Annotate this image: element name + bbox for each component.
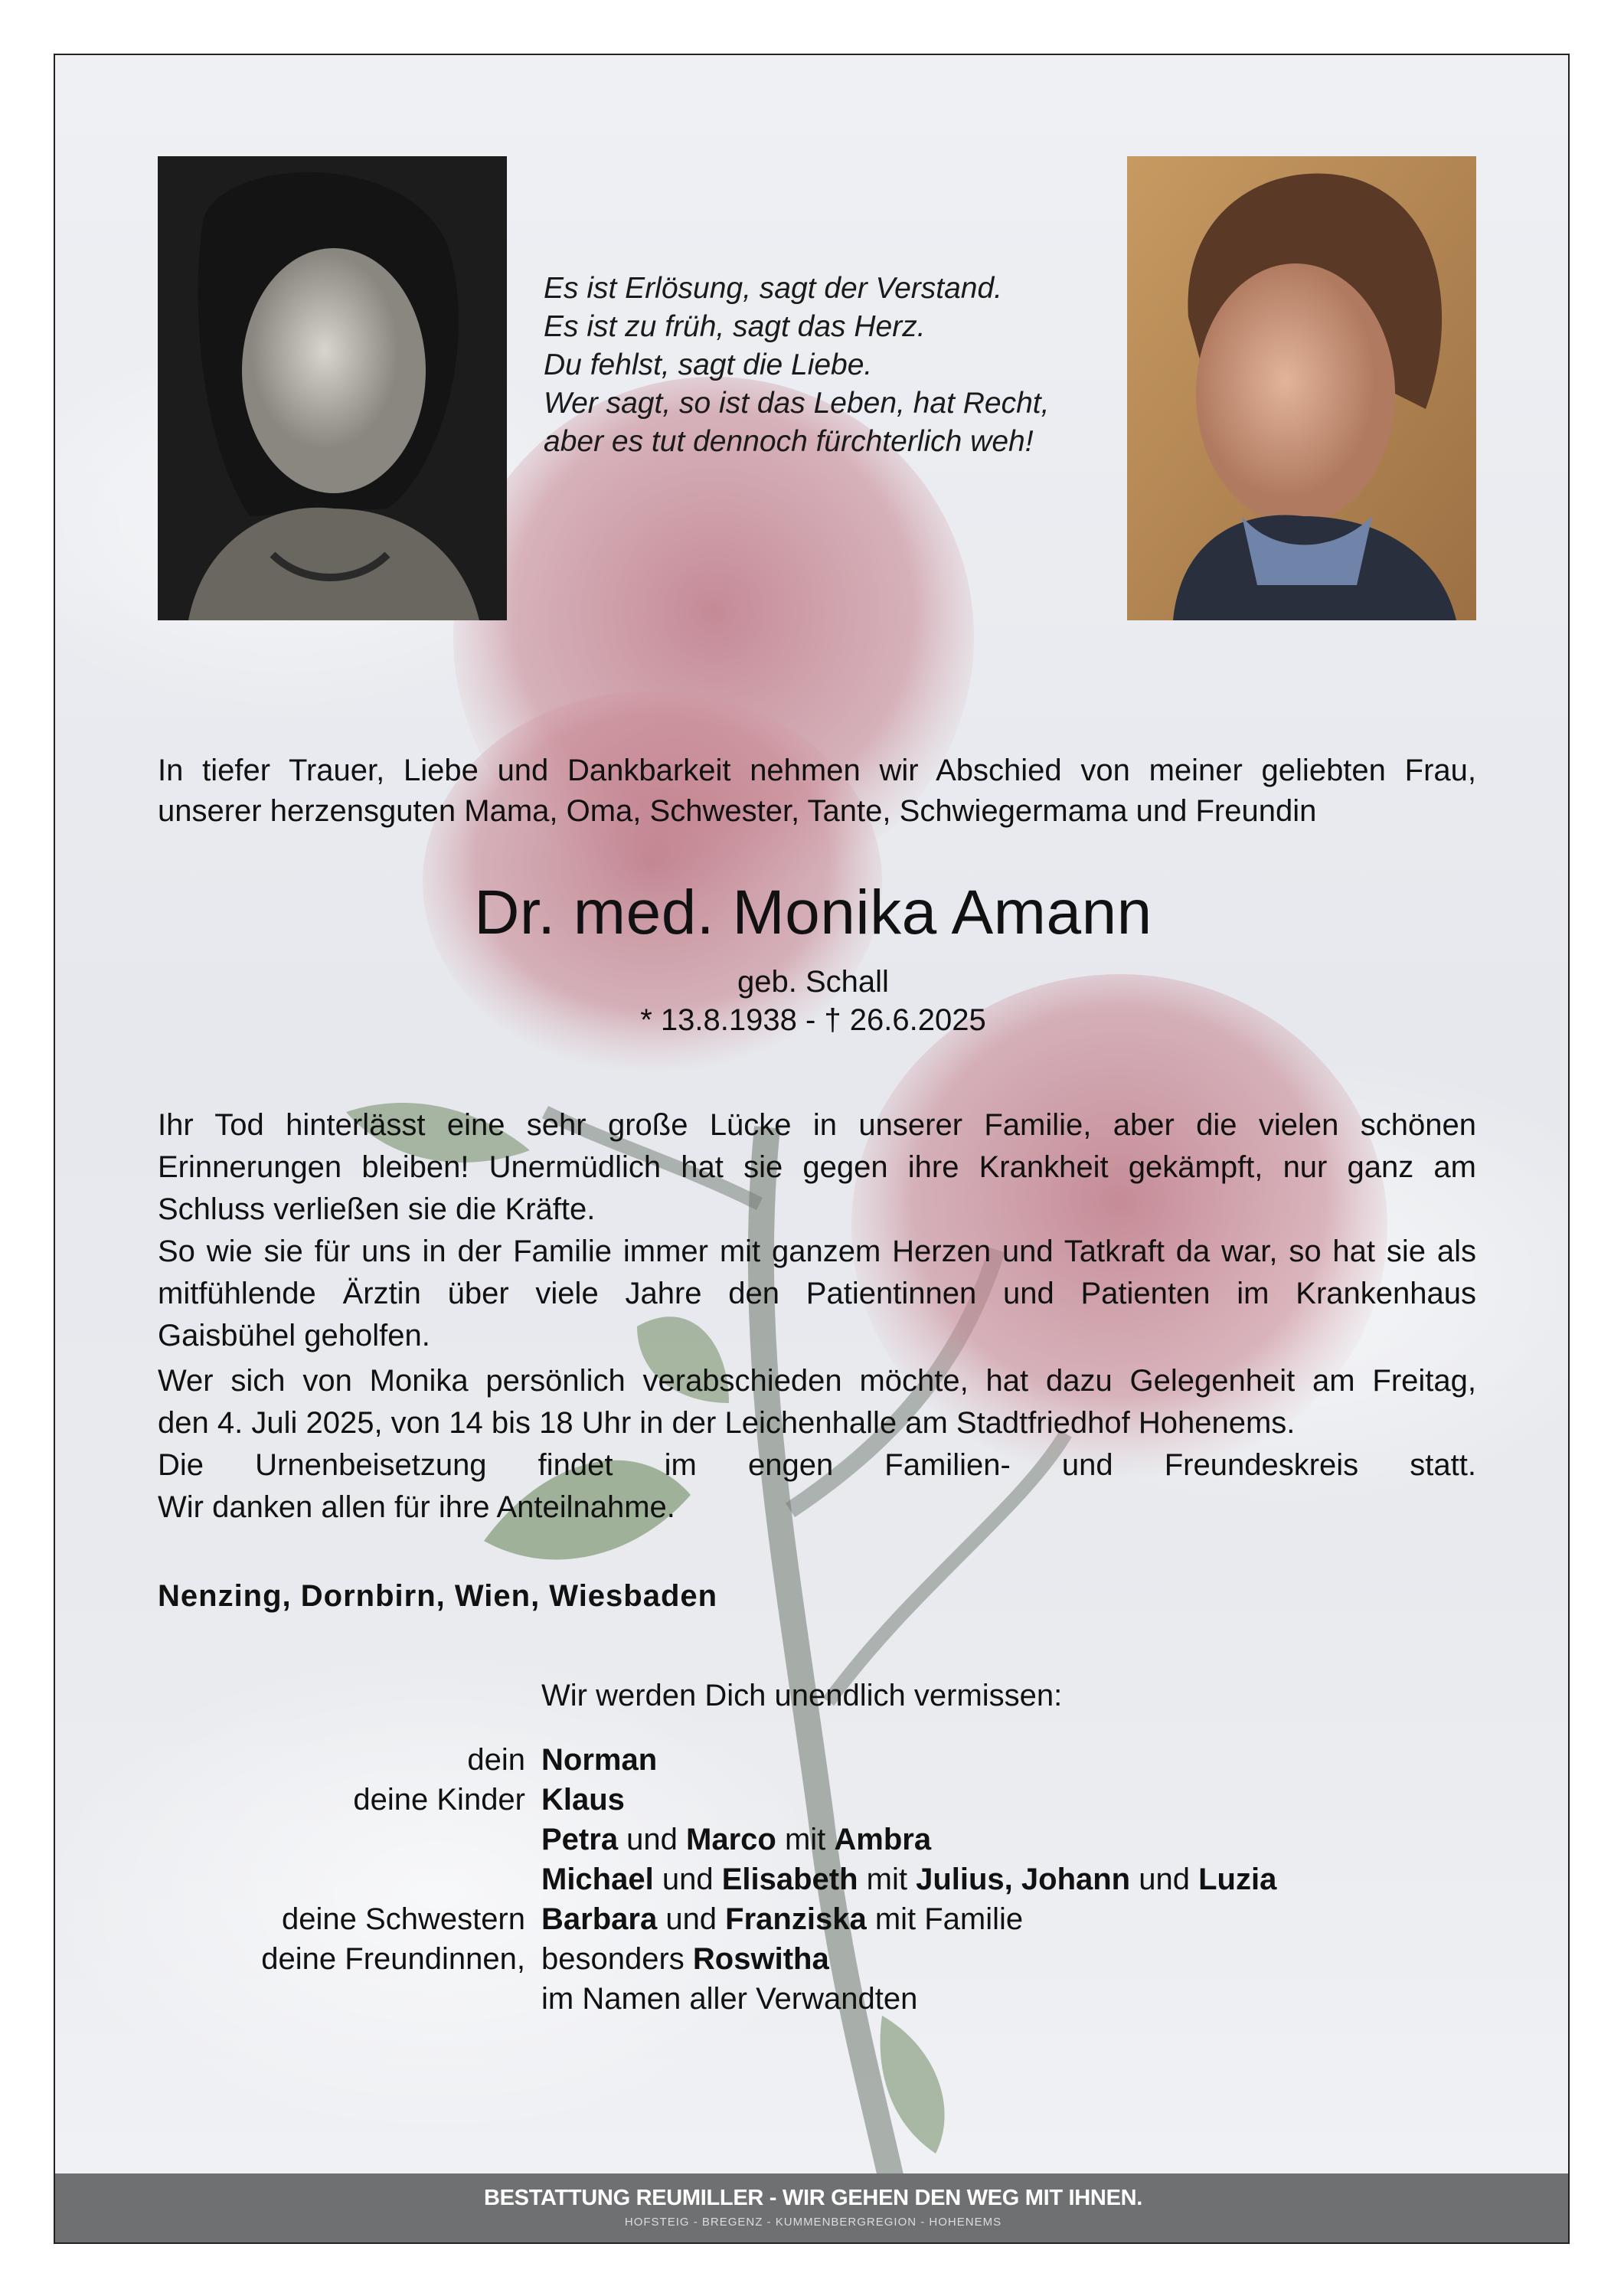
mourner-row [541,1780,1475,1820]
mourners-intro: Wir werden Dich unendlich vermissen: [541,1679,1063,1712]
connector: und [657,1902,726,1936]
connector: mit Familie [866,1902,1024,1936]
quote-line: aber es tut dennoch fürchterlich weh! [544,425,1034,458]
portrait-young [158,156,507,620]
body-text [158,1104,1476,1529]
mourner-row [541,1979,1475,2019]
birth-name: geb. Schall [737,965,889,999]
quote-block [544,270,1110,461]
mourner-row [541,1899,1475,1939]
connector: besonders [541,1942,693,1976]
footer-slogan: BESTATTUNG REUMILLER - WIR GEHEN DEN WEG MIT IHNEN. [483,2186,1143,2210]
relation-label: deine Schwestern [282,1902,525,1936]
body-line: mitfühlende Ärztin über viele Jahre den Patientinnen und Patienten im Krankenhaus [158,1277,1476,1310]
body-line: den 4. Juli 2025, von 14 bis 18 Uhr in der Leichenhalle am Stadtfriedhof Hohenems. [158,1406,1296,1440]
relation-label: dein [467,1743,525,1777]
mourner-name: Elisabeth [721,1863,858,1896]
obituary-card [54,54,1570,2244]
mourner-row [541,1740,1475,1780]
mourner-names [541,1740,1475,2019]
life-dates: * 13.8.1938 - † 26.6.2025 [640,1003,986,1037]
quote-line: Es ist zu früh, sagt das Herz. [544,310,926,343]
relation-label: deine Freundinnen, [261,1942,525,1976]
funeral-home-footer [55,2173,1570,2242]
body-line: Wir danken allen für ihre Anteilnahme. [158,1490,675,1524]
body-line: So wie sie für uns in der Familie immer mit ganzem Herzen und Tatkraft da war, so hat sie als [158,1235,1476,1268]
connector: im Namen aller Verwandten [541,1982,918,2016]
quote-line: Du fehlst, sagt die Liebe. [544,348,873,381]
relation-label: deine Kinder [353,1783,525,1817]
mourner-name: Marco [686,1823,776,1856]
connector: und [653,1863,722,1896]
mourner-name: Luzia [1198,1863,1277,1896]
deceased-name: Dr. med. Monika Amann [474,878,1152,947]
mourner-name: Michael [541,1863,654,1896]
relation-label [158,1820,525,1859]
mourner-name: Barbara [541,1902,658,1936]
mourner-name: Roswitha [692,1942,829,1976]
mourner-name: Julius, Johann [916,1863,1131,1896]
portrait-recent [1127,156,1476,620]
footer-locations: HOFSTEIG - BREGENZ - KUMMENBERGREGION - HOHENEMS [624,2216,1002,2229]
mourner-name: Klaus [541,1783,625,1817]
relation-label [158,1859,525,1899]
relation-label [158,1979,525,2019]
relation-labels [158,1740,525,2019]
mourner-name: Norman [541,1743,658,1777]
connector: und [1130,1863,1199,1896]
body-line: Die Urnenbeisetzung findet im engen Familien- und Freundeskreis statt. [158,1448,1476,1482]
connector: mit [858,1863,917,1896]
body-line: Gaisbühel geholfen. [158,1319,430,1352]
quote-line: Wer sagt, so ist das Leben, hat Recht, [544,387,1050,420]
intro-line: unserer herzensguten Mama, Oma, Schwester, Tante, Schwiegermama und Freundin [158,794,1317,828]
intro-line: In tiefer Trauer, Liebe und Dankbarkeit nehmen wir Abschied von meiner geliebten Frau, [158,754,1476,787]
mourner-row [541,1820,1475,1859]
mourner-name: Petra [541,1823,619,1856]
mourner-name: Franziska [725,1902,867,1936]
mourner-row [541,1939,1475,1979]
quote-line: Es ist Erlösung, sagt der Verstand. [544,272,1003,305]
connector: mit [776,1823,835,1856]
body-line: Erinnerungen bleiben! Unermüdlich hat sie gegen ihre Krankheit gekämpft, nur ganz am [158,1150,1476,1184]
body-line: Schluss verließen sie die Kräfte. [158,1192,596,1226]
connector: und [618,1823,687,1856]
intro-text [158,751,1476,832]
body-line: Wer sich von Monika persönlich verabschieden möchte, hat dazu Gelegenheit am Freitag, [158,1364,1476,1398]
mourner-row [541,1859,1475,1899]
places-line: Nenzing, Dornbirn, Wien, Wiesbaden [158,1579,718,1613]
body-line: Ihr Tod hinterlässt eine sehr große Lücke in unserer Familie, aber die vielen schönen [158,1108,1476,1142]
mourner-name: Ambra [834,1823,932,1856]
